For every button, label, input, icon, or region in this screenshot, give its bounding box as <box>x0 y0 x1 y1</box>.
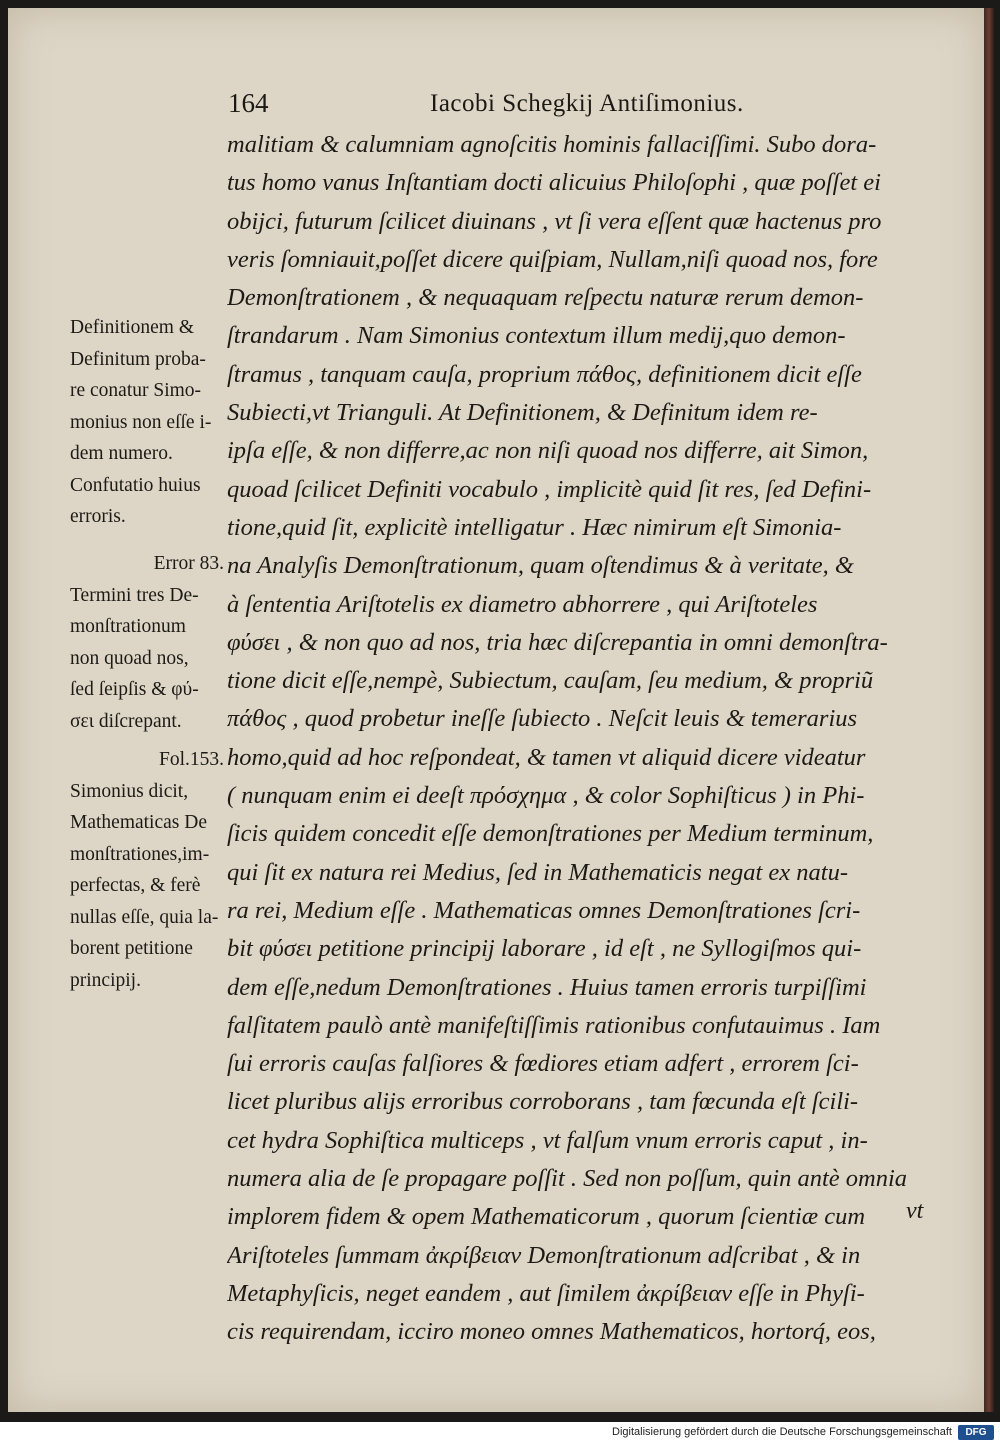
marginal-line: Simonius dicit, <box>70 780 189 802</box>
marginal-note-2 <box>70 548 242 737</box>
marginal-line: principij. <box>70 969 141 991</box>
text-line: na Analyſis Demonſtrationum, quam oſtendimus & à veritate, & <box>227 552 854 580</box>
text-line: ( nunquam enim ei deeſt πρόσχημα , & color Sophiſticus ) in Phi- <box>227 782 865 810</box>
marginal-line: monſtrationes,im- <box>70 843 210 865</box>
text-line: ſtramus , tanquam cauſa, proprium πάθος, definitionem dicit eſſe <box>227 360 862 388</box>
page-number: 164 <box>228 88 269 118</box>
text-line: tus homo vanus Inſtantiam docti alicuius Philoſophi , quæ poſſet ei <box>227 169 881 197</box>
text-line: ipſa eſſe, & non differre,ac non niſi quoad nos differre, ait Simon, <box>227 437 869 465</box>
marginal-line: Error 83. <box>153 553 224 574</box>
page-edge <box>984 8 994 1412</box>
text-line: tione dicit eſſe,nempè, Subiectum, cauſam, ſeu medium, & propriũ <box>227 667 874 695</box>
marginal-note-3 <box>70 744 242 996</box>
text-line: Subiecti,vt Trianguli. At Definitionem, & Definitum idem re- <box>227 399 818 427</box>
marginal-line: re conatur Simo- <box>70 380 202 401</box>
text-line: à ſententia Ariſtotelis ex diametro abhorrere , qui Ariſtoteles <box>227 590 818 618</box>
marginal-line: nullas eſſe, quia la- <box>70 906 219 928</box>
text-line: bit φύσει petitione principij laborare , id eſt , ne Syllogiſmos qui- <box>227 935 862 963</box>
text-line: ſicis quidem concedit eſſe demonſtrationes per Medium terminum, <box>227 820 874 848</box>
running-title: Iacobi Schegkij Antiſimonius. <box>430 90 744 117</box>
text-line: malitiam & calumniam agnoſcitis hominis fallaciſſimi. Subo dora- <box>227 131 877 158</box>
marginal-line: σει diſcrepant. <box>70 710 182 732</box>
marginal-line: monſtrationum <box>70 616 186 637</box>
marginal-line: perfectas, & ferè <box>70 875 201 896</box>
marginal-line: dem numero. <box>70 443 173 464</box>
text-line: cet hydra Sophiſtica multiceps , vt falſum vnum erroris caput , in- <box>227 1126 868 1154</box>
marginal-line: ſed ſeipſis & φύ- <box>70 679 199 700</box>
text-line: qui ſit ex natura rei Medius, ſed in Mathematicis negat ex natu- <box>227 858 848 886</box>
page-header <box>8 86 984 126</box>
marginal-line: non quoad nos, <box>70 647 189 669</box>
text-line: tione,quid ſit, explicitè intelligatur . Hæc nimirum eſt Simonia- <box>227 513 842 541</box>
marginal-line: Definitum proba- <box>70 348 206 370</box>
dfg-logo-icon: DFG <box>958 1425 994 1440</box>
text-line: numera alia de ſe propagare poſſit . Sed non poſſum, quin antè omnia <box>227 1165 908 1193</box>
text-line: veris ſomniauit,poſſet dicere quiſpiam, Nullam,niſi quoad nos, fore <box>227 245 878 273</box>
marginal-line: borent petitione <box>70 938 193 959</box>
marginal-line: erroris. <box>70 506 126 527</box>
marginal-line: Definitionem & <box>70 317 195 338</box>
text-line: φύσει , & non quo ad nos, tria hæc diſcrepantia in omni demonſtra- <box>227 628 888 656</box>
book-page <box>8 8 984 1412</box>
text-line: ſui erroris cauſas falſiores & fœdiores etiam adfert , errorem ſci- <box>227 1050 859 1078</box>
text-line: Ariſtoteles ſummam ἀκρίβειαν Demonſtrationum adſcribat , & in <box>227 1241 861 1269</box>
text-line: cis requirendam, icciro moneo omnes Mathematicos, hortorq́, eos, <box>227 1318 876 1346</box>
text-line: quoad ſcilicet Definiti vocabulo , implicitè quid ſit res, ſed Defini- <box>227 475 872 503</box>
text-line: ra rei, Medium eſſe . Mathematicas omnes Demonſtrationes ſcri- <box>227 896 861 924</box>
digitization-footer <box>0 1422 1000 1445</box>
main-text-column <box>227 126 943 1352</box>
footer-credit: Digitalisierung gefördert durch die Deutsche Forschungsgemeinschaft <box>612 1426 952 1438</box>
text-line: homo,quid ad hoc reſpondeat, & tamen vt aliquid dicere videatur <box>227 743 866 771</box>
marginal-line: Fol.153. <box>158 749 224 770</box>
marginal-line: Confutatio huius <box>70 474 201 496</box>
catchword: vt <box>906 1198 924 1224</box>
text-line: dem eſſe,nedum Demonſtrationes . Huius tamen erroris turpiſſimi <box>227 973 867 1001</box>
text-line: obijci, futurum ſcilicet diuinans , vt ſi vera eſſent quæ hactenus pro <box>227 207 882 235</box>
marginal-note-1 <box>70 312 242 533</box>
text-line: Demonſtrationem , & nequaquam reſpectu naturæ rerum demon- <box>227 284 864 312</box>
text-line: implorem fidem & opem Mathematicorum , quorum ſcientiæ cum <box>227 1203 866 1231</box>
text-line: Metaphyſicis, neget eandem , aut ſimilem ἀκρίβειαν eſſe in Phyſi- <box>227 1279 865 1307</box>
marginal-line: Mathematicas De <box>70 812 207 833</box>
text-line: licet pluribus alijs erroribus corroborans , tam fœcunda eſt ſcili- <box>227 1088 859 1116</box>
text-line: ſtrandarum . Nam Simonius contextum illum medij,quo demon- <box>227 322 846 350</box>
text-line: falſitatem paulò antè manifeſtiſſimis rationibus confutauimus . Iam <box>227 1011 881 1039</box>
marginal-line: monius non eſſe i- <box>70 411 212 433</box>
marginal-line: Termini tres De- <box>70 584 199 606</box>
text-line: πάθος , quod probetur ineſſe ſubiecto . Neſcit leuis & temerarius <box>227 705 858 733</box>
